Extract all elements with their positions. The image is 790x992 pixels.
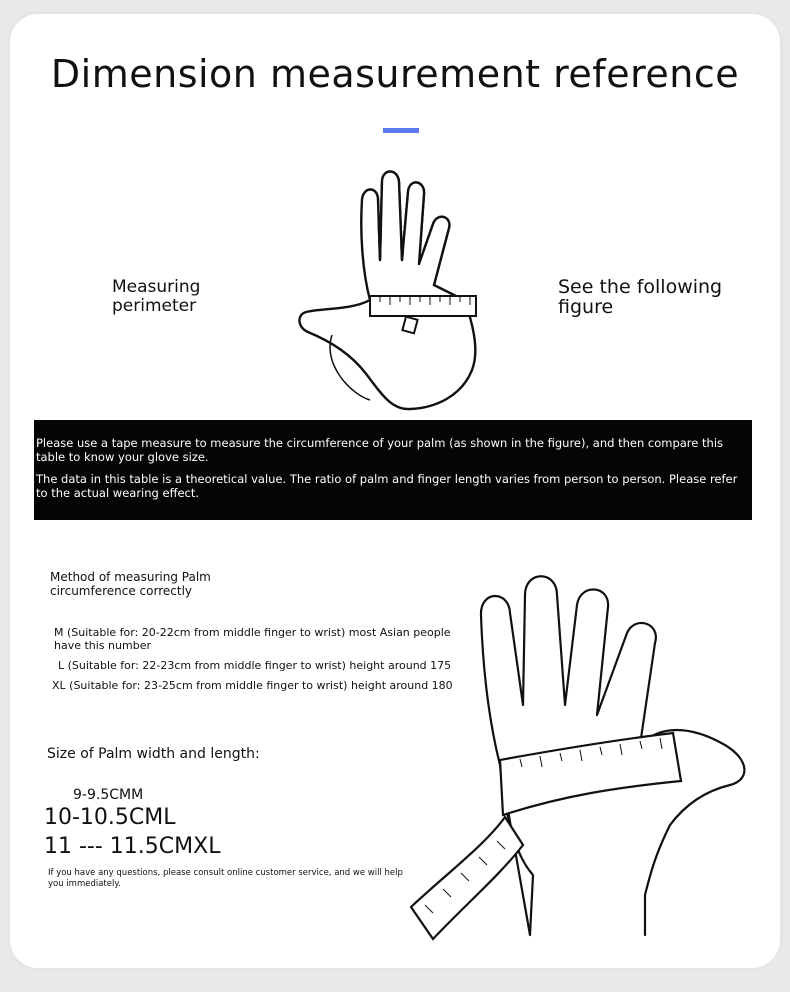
instruction-banner (34, 420, 752, 520)
palm-size-l: 10-10.5CML (44, 805, 176, 830)
title-accent-bar (383, 128, 419, 133)
size-m-row: M (Suitable for: 20-22cm from middle finger to wrist) most Asian people have this number (54, 626, 451, 652)
size-l-row: L (Suitable for: 22-23cm from middle finger to wrist) height around 175 (58, 659, 452, 672)
hand-tape-large-icon (405, 555, 765, 945)
footer-note: If you have any questions, please consult online customer service, and we will help you immediately. (48, 868, 403, 889)
page-title: Dimension measurement reference (50, 52, 740, 96)
instruction-text-1: Please use a tape measure to measure the circumference of your palm (as shown in the figure), and then compare this table to know your glove size. (36, 436, 724, 464)
instruction-text-2: The data in this table is a theoretical value. The ratio of palm and finger length varies from person to person. Please refer to the actual wearing effect. (36, 472, 738, 500)
see-figure-label (558, 277, 722, 317)
method-line2: circumference correctly (50, 584, 193, 598)
see-label-line1: See the following (558, 276, 723, 298)
measuring-label-line2: perimeter (112, 296, 197, 316)
see-label-line2: figure (558, 296, 614, 318)
palm-size-xl: 11 --- 11.5CMXL (44, 834, 221, 859)
size-xl-row: XL (Suitable for: 23-25cm from middle finger to wrist) height around 180 (52, 679, 453, 692)
method-heading (50, 570, 211, 598)
method-line1: Method of measuring Palm (50, 570, 211, 584)
hand-tape-small-icon (292, 160, 502, 415)
palm-size-heading: Size of Palm width and length: (47, 746, 260, 762)
measuring-perimeter-label (112, 278, 200, 316)
measuring-label-line1: Measuring (112, 277, 201, 297)
palm-size-m: 9-9.5CMM (73, 787, 144, 803)
